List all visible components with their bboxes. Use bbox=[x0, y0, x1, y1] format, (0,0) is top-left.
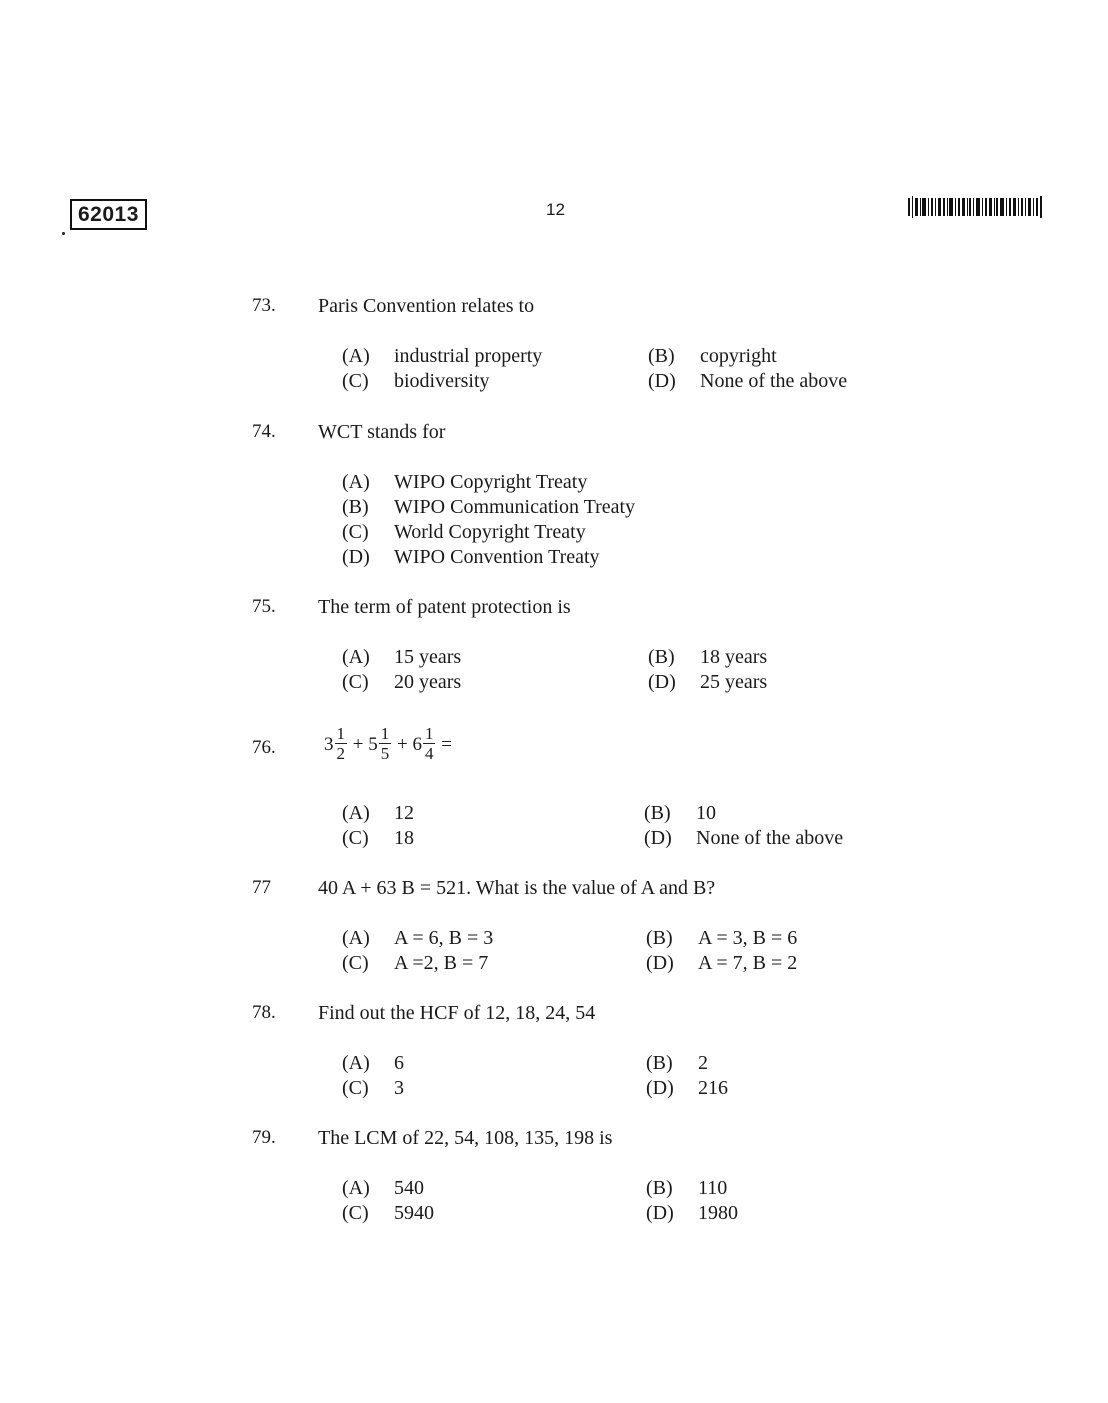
option-c[interactable] bbox=[342, 370, 490, 393]
option-text: WIPO Convention Treaty bbox=[394, 546, 600, 568]
option-label: (D) bbox=[646, 1077, 674, 1099]
option-text: 10 bbox=[696, 802, 716, 824]
option-c[interactable] bbox=[342, 952, 488, 975]
option-b[interactable] bbox=[648, 345, 777, 368]
question-text: 40 A + 63 B = 521. What is the value of A and B? bbox=[318, 877, 716, 899]
option-b[interactable] bbox=[646, 1052, 708, 1075]
option-d[interactable] bbox=[646, 1202, 738, 1225]
plus-sign: + bbox=[352, 733, 364, 755]
fraction bbox=[379, 725, 392, 764]
page-number: 12 bbox=[546, 200, 565, 219]
numerator: 1 bbox=[336, 724, 345, 743]
option-label: (A) bbox=[342, 1052, 370, 1074]
option-a[interactable] bbox=[342, 802, 414, 825]
question-number: 78. bbox=[252, 1002, 276, 1023]
option-a[interactable] bbox=[342, 345, 542, 368]
option-label: (A) bbox=[342, 1177, 370, 1199]
option-text: 18 bbox=[394, 827, 414, 849]
mixed-number bbox=[412, 725, 436, 764]
option-label: (D) bbox=[648, 671, 676, 693]
denominator: 4 bbox=[424, 744, 434, 763]
question-text: Find out the HCF of 12, 18, 24, 54 bbox=[318, 1002, 596, 1024]
option-text: None of the above bbox=[696, 827, 844, 849]
option-d[interactable] bbox=[648, 370, 847, 393]
option-text: 2 bbox=[698, 1052, 708, 1074]
denominator: 2 bbox=[336, 744, 345, 763]
paper-code: 62013 bbox=[70, 199, 147, 230]
mixed-number bbox=[324, 725, 348, 764]
option-text: 3 bbox=[394, 1077, 404, 1099]
option-b[interactable] bbox=[644, 802, 716, 825]
option-a[interactable] bbox=[342, 1177, 424, 1200]
question-number: 79. bbox=[252, 1127, 276, 1148]
option-label: (B) bbox=[646, 1052, 673, 1074]
option-text: 25 years bbox=[700, 671, 768, 693]
option-a[interactable] bbox=[342, 471, 587, 494]
option-label: (D) bbox=[644, 827, 672, 849]
option-label: (C) bbox=[342, 952, 369, 974]
question-number: 74. bbox=[252, 421, 276, 442]
option-label: (C) bbox=[342, 827, 369, 849]
question-text: WCT stands for bbox=[318, 421, 446, 443]
option-text: copyright bbox=[700, 345, 777, 367]
fraction bbox=[335, 725, 348, 764]
option-label: (A) bbox=[342, 802, 370, 824]
whole-part: 6 bbox=[412, 733, 422, 755]
option-label: (C) bbox=[342, 521, 369, 543]
option-a[interactable] bbox=[342, 1052, 404, 1075]
question-number: 76. bbox=[252, 737, 276, 758]
option-text: A = 3, B = 6 bbox=[698, 927, 798, 949]
option-c[interactable] bbox=[342, 1202, 434, 1225]
option-label: (D) bbox=[646, 1202, 674, 1224]
option-label: (A) bbox=[342, 927, 370, 949]
option-b[interactable] bbox=[646, 1177, 727, 1200]
option-label: (A) bbox=[342, 646, 370, 668]
option-c[interactable] bbox=[342, 1077, 404, 1100]
mixed-number bbox=[368, 725, 392, 764]
option-b[interactable] bbox=[646, 927, 797, 950]
equals-sign: = bbox=[441, 733, 452, 755]
option-text: 20 years bbox=[394, 671, 462, 693]
numerator: 1 bbox=[424, 724, 434, 743]
option-label: (C) bbox=[342, 370, 369, 392]
question-number: 77 bbox=[252, 877, 271, 898]
option-a[interactable] bbox=[342, 927, 493, 950]
fraction-expression bbox=[324, 725, 452, 764]
whole-part: 3 bbox=[324, 733, 334, 755]
option-text: biodiversity bbox=[394, 370, 490, 392]
option-d[interactable] bbox=[646, 1077, 728, 1100]
option-label: (D) bbox=[648, 370, 676, 392]
whole-part: 5 bbox=[368, 733, 378, 755]
option-text: 540 bbox=[394, 1177, 424, 1199]
question-number: 75. bbox=[252, 596, 276, 617]
option-text: A =2, B = 7 bbox=[394, 952, 489, 974]
option-text: 216 bbox=[698, 1077, 728, 1099]
option-label: (B) bbox=[644, 802, 671, 824]
question-text: Paris Convention relates to bbox=[318, 295, 535, 317]
question-number: 73. bbox=[252, 295, 276, 316]
question-text: The term of patent protection is bbox=[318, 596, 571, 618]
option-d[interactable] bbox=[648, 671, 767, 694]
option-label: (B) bbox=[646, 1177, 673, 1199]
option-c[interactable] bbox=[342, 521, 586, 544]
fraction bbox=[423, 725, 436, 764]
option-text: 12 bbox=[394, 802, 414, 824]
option-b[interactable] bbox=[342, 496, 635, 519]
question-text: The LCM of 22, 54, 108, 135, 198 is bbox=[318, 1127, 613, 1149]
barcode-icon bbox=[908, 196, 1043, 218]
option-d[interactable] bbox=[646, 952, 797, 975]
option-label: (C) bbox=[342, 1202, 369, 1224]
denominator: 5 bbox=[380, 744, 390, 763]
option-label: (B) bbox=[648, 646, 675, 668]
option-text: 1980 bbox=[698, 1202, 738, 1224]
option-text: 6 bbox=[394, 1052, 404, 1074]
option-c[interactable] bbox=[342, 827, 414, 850]
option-text: WIPO Communication Treaty bbox=[394, 496, 636, 518]
option-text: World Copyright Treaty bbox=[394, 521, 586, 543]
option-text: 110 bbox=[698, 1177, 728, 1199]
option-label: (B) bbox=[646, 927, 673, 949]
option-label: (D) bbox=[342, 546, 370, 568]
option-d[interactable] bbox=[644, 827, 843, 850]
option-text: 18 years bbox=[700, 646, 768, 668]
option-label: (B) bbox=[648, 345, 675, 367]
numerator: 1 bbox=[380, 724, 390, 743]
option-label: (C) bbox=[342, 1077, 369, 1099]
option-text: None of the above bbox=[700, 370, 848, 392]
option-label: (A) bbox=[342, 345, 370, 367]
option-text: 5940 bbox=[394, 1202, 434, 1224]
option-label: (A) bbox=[342, 471, 370, 493]
option-a[interactable] bbox=[342, 646, 461, 669]
option-label: (B) bbox=[342, 496, 369, 518]
option-text: A = 6, B = 3 bbox=[394, 927, 494, 949]
option-text: 15 years bbox=[394, 646, 462, 668]
plus-sign: + bbox=[396, 733, 408, 755]
option-text: industrial property bbox=[394, 345, 543, 367]
option-b[interactable] bbox=[648, 646, 767, 669]
option-text: A = 7, B = 2 bbox=[698, 952, 798, 974]
option-d[interactable] bbox=[342, 546, 600, 569]
header-dot bbox=[62, 232, 65, 235]
option-label: (C) bbox=[342, 671, 369, 693]
option-c[interactable] bbox=[342, 671, 461, 694]
option-text: WIPO Copyright Treaty bbox=[394, 471, 588, 493]
option-label: (D) bbox=[646, 952, 674, 974]
